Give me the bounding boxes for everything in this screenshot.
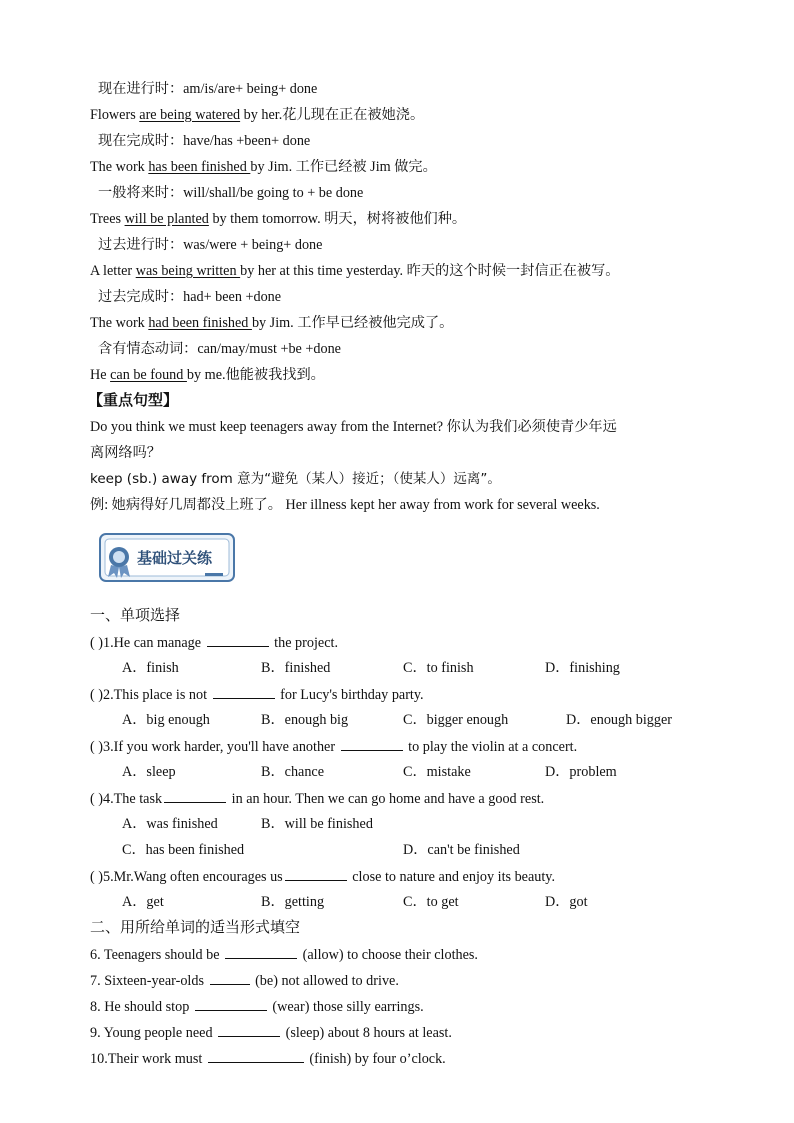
option: D．got <box>545 894 588 910</box>
grammar-label-future: 一般将来时：will/shall/be going to + be done <box>98 185 364 201</box>
key-sentence-line: 离网络吗？ <box>90 445 161 461</box>
fill-item-7: 7. Sixteen-year-olds (be) not allowed to drive. <box>90 970 399 991</box>
answer-blank[interactable] <box>213 684 275 699</box>
key-sentence-note: keep (sb.) away from 意为“避免（某人）接近；（使某人）远离”。 <box>90 471 501 487</box>
option: B．will be finished <box>261 816 373 832</box>
grammar-example: A letter was being written by her at this time yesterday. 昨天的这个时候一封信正在被写。 <box>90 263 620 279</box>
grammar-example: The work has been finished by Jim. 工作已经被 Jim 做完。 <box>90 159 437 175</box>
section2-title: 二、用所给单词的适当形式填空 <box>90 918 301 936</box>
fill-item-10: 10.Their work must (finish) by four o’clock. <box>90 1048 446 1069</box>
grammar-label-present-perfect: 现在完成时：have/has +been+ done <box>98 133 311 149</box>
answer-blank[interactable] <box>210 970 250 985</box>
key-sentence-line: Do you think we must keep teenagers away from the Internet? 你认为我们必须使青少年远 <box>90 419 617 435</box>
fill-item-6: 6. Teenagers should be (allow) to choose their clothes. <box>90 944 478 965</box>
option: D．finishing <box>545 660 620 676</box>
grammar-label-modal: 含有情态动词：can/may/must +be +done <box>98 341 341 357</box>
section1-title: 一、单项选择 <box>90 606 181 624</box>
answer-blank[interactable] <box>195 996 267 1011</box>
question-4: ( )4.The task in an hour. Then we can go home and have a good rest. <box>90 788 544 809</box>
key-sentence-heading: 【重点句型】 <box>88 391 179 409</box>
option: B．chance <box>261 764 325 780</box>
option: B．getting <box>261 894 325 910</box>
grammar-label-past-progressive: 过去进行时：was/were + being+ done <box>98 237 323 253</box>
option: D．enough bigger <box>566 712 672 728</box>
option: C．mistake <box>403 764 471 780</box>
question-5: ( )5.Mr.Wang often encourages us close to nature and enjoy its beauty. <box>90 866 555 887</box>
option: A．sleep <box>122 764 176 780</box>
key-sentence-example: 例: 她病得好几周都没上班了。 Her illness kept her away from work for several weeks. <box>90 497 600 513</box>
option: D．problem <box>545 764 617 780</box>
answer-blank[interactable] <box>225 944 297 959</box>
grammar-example: The work had been finished by Jim. 工作早已经被他完成了。 <box>90 315 454 331</box>
grammar-example: Flowers are being watered by her.花儿现在正在被她浇。 <box>90 107 425 123</box>
answer-blank[interactable] <box>164 788 226 803</box>
question-3: ( )3.If you work harder, you'll have another to play the violin at a concert. <box>90 736 577 757</box>
option: A．get <box>122 894 164 910</box>
option: B．finished <box>261 660 331 676</box>
option: C．has been finished <box>122 842 245 858</box>
question-2: ( )2.This place is not for Lucy's birthday party. <box>90 684 424 705</box>
grammar-example: Trees will be planted by them tomorrow. 明天，树将被他们种。 <box>90 211 467 227</box>
option: C．to get <box>403 894 459 910</box>
option: A．finish <box>122 660 179 676</box>
answer-blank[interactable] <box>218 1022 280 1037</box>
option: C．bigger enough <box>403 712 509 728</box>
option: B．enough big <box>261 712 349 728</box>
grammar-label-present-progressive: 现在进行时：am/is/are+ being+ done <box>98 81 318 97</box>
question-1: ( )1.He can manage the project. <box>90 632 338 653</box>
banner-title: 基础过关练 <box>137 549 213 567</box>
section-banner <box>97 531 237 584</box>
answer-blank[interactable] <box>285 866 347 881</box>
fill-item-8: 8. He should stop (wear) those silly earrings. <box>90 996 424 1017</box>
answer-blank[interactable] <box>207 632 269 647</box>
option: A．was finished <box>122 816 218 832</box>
answer-blank[interactable] <box>341 736 403 751</box>
grammar-label-past-perfect: 过去完成时：had+ been +done <box>98 289 282 305</box>
option: C．to finish <box>403 660 474 676</box>
fill-item-9: 9. Young people need (sleep) about 8 hours at least. <box>90 1022 452 1043</box>
grammar-example: He can be found by me.他能被我找到。 <box>90 367 325 383</box>
answer-blank[interactable] <box>208 1048 304 1063</box>
option: A．big enough <box>122 712 210 728</box>
option: D．can't be finished <box>403 842 520 858</box>
